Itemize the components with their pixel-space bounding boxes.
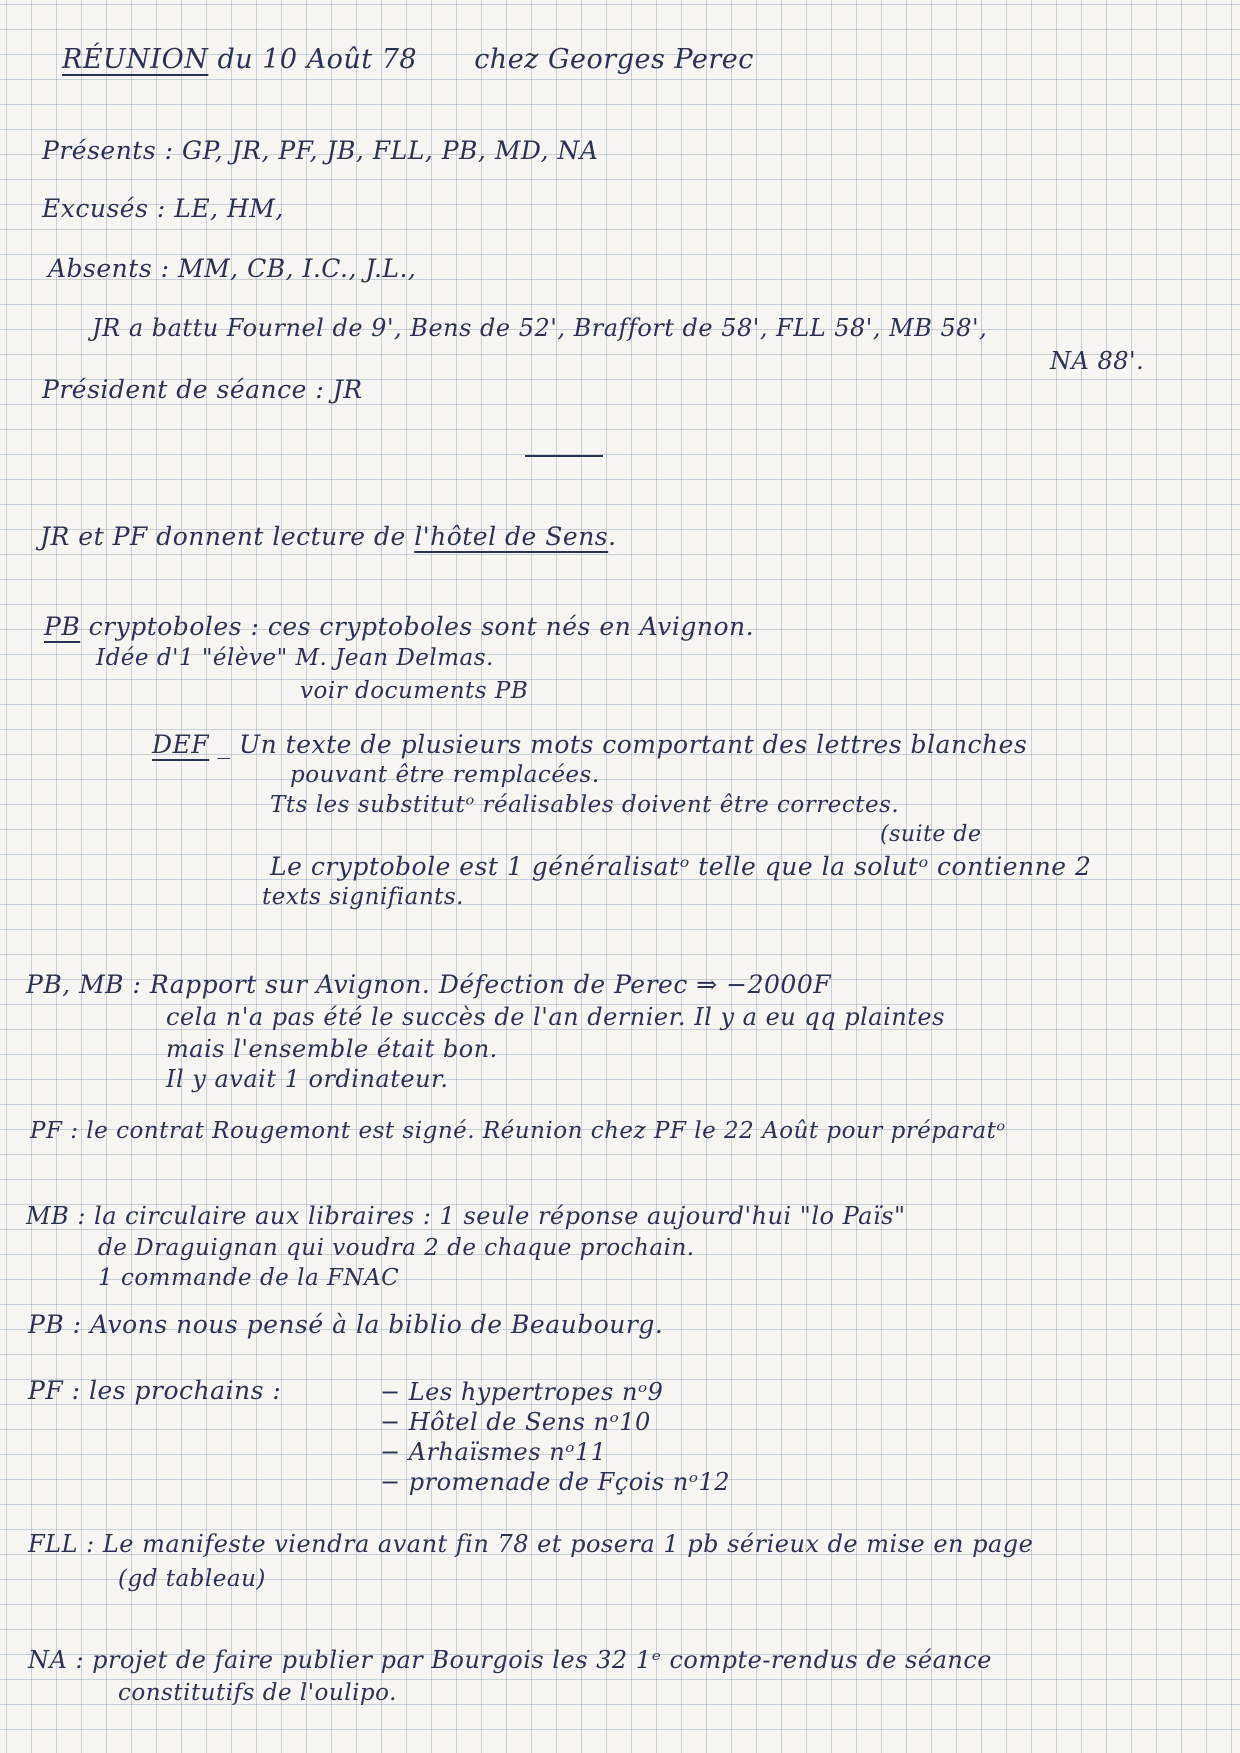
definition-label: DEF bbox=[152, 730, 210, 759]
cryptoboles-line-2: Idée d'1 "élève" M. Jean Delmas. bbox=[96, 645, 494, 671]
presents-line: Présents : GP, JR, PF, JB, FLL, PB, MD, NA bbox=[42, 136, 599, 165]
definition-line-1 bbox=[152, 730, 1027, 759]
definition-insert: (suite de bbox=[880, 822, 982, 847]
definition-line-3: Tts les substitutᵒ réalisables doivent être correctes. bbox=[270, 792, 900, 818]
meeting-header bbox=[62, 44, 754, 75]
definition-line-2: pouvant être remplacées. bbox=[290, 762, 600, 788]
cryptoboles-speaker: PB bbox=[44, 612, 81, 641]
excuses-line: Excusés : LE, HM, bbox=[42, 194, 284, 223]
na-line-2: constitutifs de l'oulipo. bbox=[118, 1680, 397, 1706]
lecture-suffix: . bbox=[608, 522, 617, 551]
prochains-label: PF : les prochains : bbox=[28, 1376, 282, 1405]
absents-line: Absents : MM, CB, I.C., J.L., bbox=[48, 254, 417, 283]
libraires-line-2: de Draguignan qui voudra 2 de chaque prochain. bbox=[98, 1235, 695, 1261]
header-date: du 10 Août 78 bbox=[217, 44, 418, 75]
na-line-1: NA : projet de faire publier par Bourgois les 32 1ᵉ compte-rendus de séance bbox=[28, 1646, 992, 1674]
prochains-item: − Hôtel de Sens nᵒ10 bbox=[380, 1408, 651, 1436]
lecture-line bbox=[40, 522, 617, 551]
libraires-line-1: MB : la circulaire aux libraires : 1 seule réponse aujourd'hui "lo Païs" bbox=[26, 1202, 906, 1230]
libraires-line-3: 1 commande de la FNAC bbox=[98, 1265, 400, 1291]
rapport-line-1: PB, MB : Rapport sur Avignon. Défection de Perec ⇒ −2000F bbox=[26, 970, 832, 999]
rapport-line-3: mais l'ensemble était bon. bbox=[166, 1035, 498, 1063]
rapport-line-4: Il y avait 1 ordinateur. bbox=[166, 1065, 449, 1093]
definition-text-1: _ Un texte de plusieurs mots comportant des lettres blanches bbox=[209, 730, 1028, 759]
header-reunion: RÉUNION bbox=[62, 44, 209, 75]
definition-line-4: Le cryptobole est 1 généralisatᵒ telle que la solutᵒ contienne 2 bbox=[270, 852, 1092, 881]
header-place: chez Georges Perec bbox=[474, 44, 754, 75]
lecture-title: l'hôtel de Sens bbox=[414, 522, 609, 551]
definition-line-5: texts signifiants. bbox=[262, 884, 464, 910]
manifeste-line-1: FLL : Le manifeste viendra avant fin 78 et posera 1 pb sérieux de mise en page bbox=[28, 1530, 1034, 1558]
cryptoboles-line-3: voir documents PB bbox=[300, 678, 529, 704]
president-line: Président de séance : JR bbox=[42, 375, 363, 404]
prochains-item: − Les hypertropes nᵒ9 bbox=[380, 1378, 664, 1406]
cryptoboles-line-1 bbox=[44, 612, 754, 641]
lecture-prefix: JR et PF donnent lecture de bbox=[40, 522, 406, 551]
rapport-line-2: cela n'a pas été le succès de l'an dernier. Il y a eu qq plaintes bbox=[166, 1003, 945, 1031]
contrat-line: PF : le contrat Rougemont est signé. Réunion chez PF le 22 Août pour préparatᵒ bbox=[30, 1118, 1006, 1144]
scores-line-1: JR a battu Fournel de 9', Bens de 52', Braffort de 58', FLL 58', MB 58', bbox=[92, 314, 988, 342]
manifeste-line-2: (gd tableau) bbox=[118, 1566, 266, 1592]
prochains-item: − Arhaïsmes nᵒ11 bbox=[380, 1438, 607, 1466]
scores-line-2: NA 88'. bbox=[1050, 347, 1145, 375]
cryptoboles-text: cryptoboles : ces cryptoboles sont nés en Avignon. bbox=[80, 612, 755, 641]
prochains-item: − promenade de Fçois nᵒ12 bbox=[380, 1468, 731, 1496]
section-divider bbox=[525, 455, 603, 457]
biblio-line: PB : Avons nous pensé à la biblio de Beaubourg. bbox=[28, 1310, 664, 1339]
